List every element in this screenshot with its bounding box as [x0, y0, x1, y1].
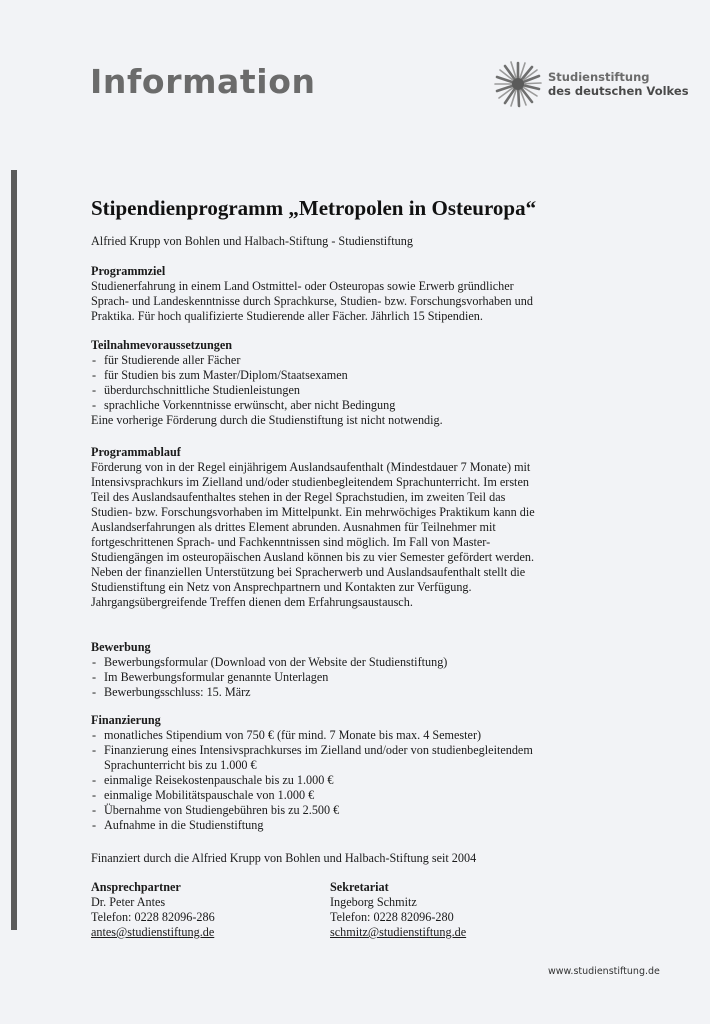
contact-phone: Telefon: 0228 82096-280	[330, 910, 454, 924]
list-item: - Finanzierung eines Intensivsprachkurses im Zielland und/oder von studienbegleitendem Sprachunterricht bis zu 1.000 €	[91, 743, 541, 773]
list-item: - sprachliche Vorkenntnisse erwünscht, aber nicht Bedingung	[91, 398, 541, 413]
contact-email-link[interactable]: schmitz@studienstiftung.de	[330, 925, 467, 939]
logo-line-2: des deutschen Volkes	[548, 84, 689, 98]
contact-name: Ingeborg Schmitz	[330, 895, 417, 909]
section-heading: Programmziel	[91, 264, 166, 278]
contact-phone: Telefon: 0228 82096-286	[91, 910, 215, 924]
list-item: - für Studien bis zum Master/Diplom/Staatsexamen	[91, 368, 541, 383]
section-heading: Bewerbung	[91, 640, 151, 654]
section-text: Förderung von in der Regel einjährigem Auslandsaufenthalt (Mindestdauer 7 Monate) mit Intensivsprachkurs im Zielland und/oder studienbegleitendem Sprachunterricht. Im ersten Teil des Auslandsaufenthaltes stehen in der Regel Sprachstudien, im zweiten Teil das Studien- bzw. Forschungsvorhaben im Mittelpunkt. Ein mehrwöchiges Praktikum kann die Auslandserfahrungen als drittes Element abrunden. Ausnahmen für Teilnehmer mit fortgeschrittenen Sprach- und Fachkenntnissen sind möglich. Im Fall von Master-Studiengängen im osteuropäischen Ausland können bis zu vier Semester gefördert werden. Neben der finanziellen Unterstützung bei Spracherwerb und Auslandsaufenthalt stellt die Studienstiftung ein Netz von Ansprechpartnern und Kontakten zur Verfügung. Jahrgangsübergreifende Treffen dienen dem Erfahrungsaustausch.	[91, 460, 535, 609]
list-item: - Übernahme von Studiengebühren bis zu 2.500 €	[91, 803, 541, 818]
contact-name: Dr. Peter Antes	[91, 895, 166, 909]
contact-heading: Ansprechpartner	[91, 880, 181, 894]
document-title: Stipendienprogramm „Metropolen in Osteuropa“	[91, 196, 537, 220]
list-item: - Bewerbungsschluss: 15. März	[91, 685, 541, 700]
contact-email-link[interactable]: antes@studienstiftung.de	[91, 925, 215, 939]
contact-ansprechpartner	[91, 880, 215, 940]
contact-heading: Sekretariat	[330, 880, 389, 894]
document-subtitle: Alfried Krupp von Bohlen und Halbach-Stiftung - Studienstiftung	[91, 234, 413, 248]
contact-sekretariat	[330, 880, 466, 940]
list-item: - einmalige Mobilitätspauschale von 1.000 €	[91, 788, 541, 803]
section-text: Studienerfahrung in einem Land Ostmittel- oder Osteuropas sowie Erwerb gründlicher Sprach- und Landeskenntnisse durch Sprachkurse, Studien- bzw. Forschungsvorhaben und Praktika. Für hoch qualifizierte Studierende aller Fächer. Jährlich 15 Stipendien.	[91, 279, 533, 323]
section-heading: Finanzierung	[91, 713, 161, 727]
logo-wordmark	[548, 70, 689, 98]
section-finanzierung	[91, 713, 541, 833]
funding-list	[91, 728, 541, 833]
section-bewerbung	[91, 640, 541, 700]
page-header-title: Information	[90, 62, 316, 101]
margin-bar	[11, 170, 17, 930]
section-note: Eine vorherige Förderung durch die Studienstiftung ist nicht notwendig.	[91, 413, 443, 427]
list-item: - Im Bewerbungsformular genannte Unterlagen	[91, 670, 541, 685]
website-link[interactable]: www.studienstiftung.de	[548, 966, 660, 977]
list-item: - überdurchschnittliche Studienleistungen	[91, 383, 541, 398]
requirements-list	[91, 353, 541, 413]
foundation-emblem-icon	[492, 58, 544, 110]
list-item: - für Studierende aller Fächer	[91, 353, 541, 368]
list-item: - Aufnahme in die Studienstiftung	[91, 818, 541, 833]
list-item: - einmalige Reisekostenpauschale bis zu 1.000 €	[91, 773, 541, 788]
section-ablauf	[91, 445, 541, 610]
section-heading: Teilnahmevoraussetzungen	[91, 338, 233, 352]
section-heading: Programmablauf	[91, 445, 181, 459]
section-teilnahme	[91, 338, 541, 428]
list-item: - monatliches Stipendium von 750 € (für mind. 7 Monate bis max. 4 Semester)	[91, 728, 541, 743]
application-list	[91, 655, 541, 700]
section-programmziel	[91, 264, 541, 324]
funding-note: Finanziert durch die Alfried Krupp von Bohlen und Halbach-Stiftung seit 2004	[91, 851, 477, 865]
list-item: - Bewerbungsformular (Download von der Website der Studienstiftung)	[91, 655, 541, 670]
logo-line-1: Studienstiftung	[548, 70, 650, 84]
